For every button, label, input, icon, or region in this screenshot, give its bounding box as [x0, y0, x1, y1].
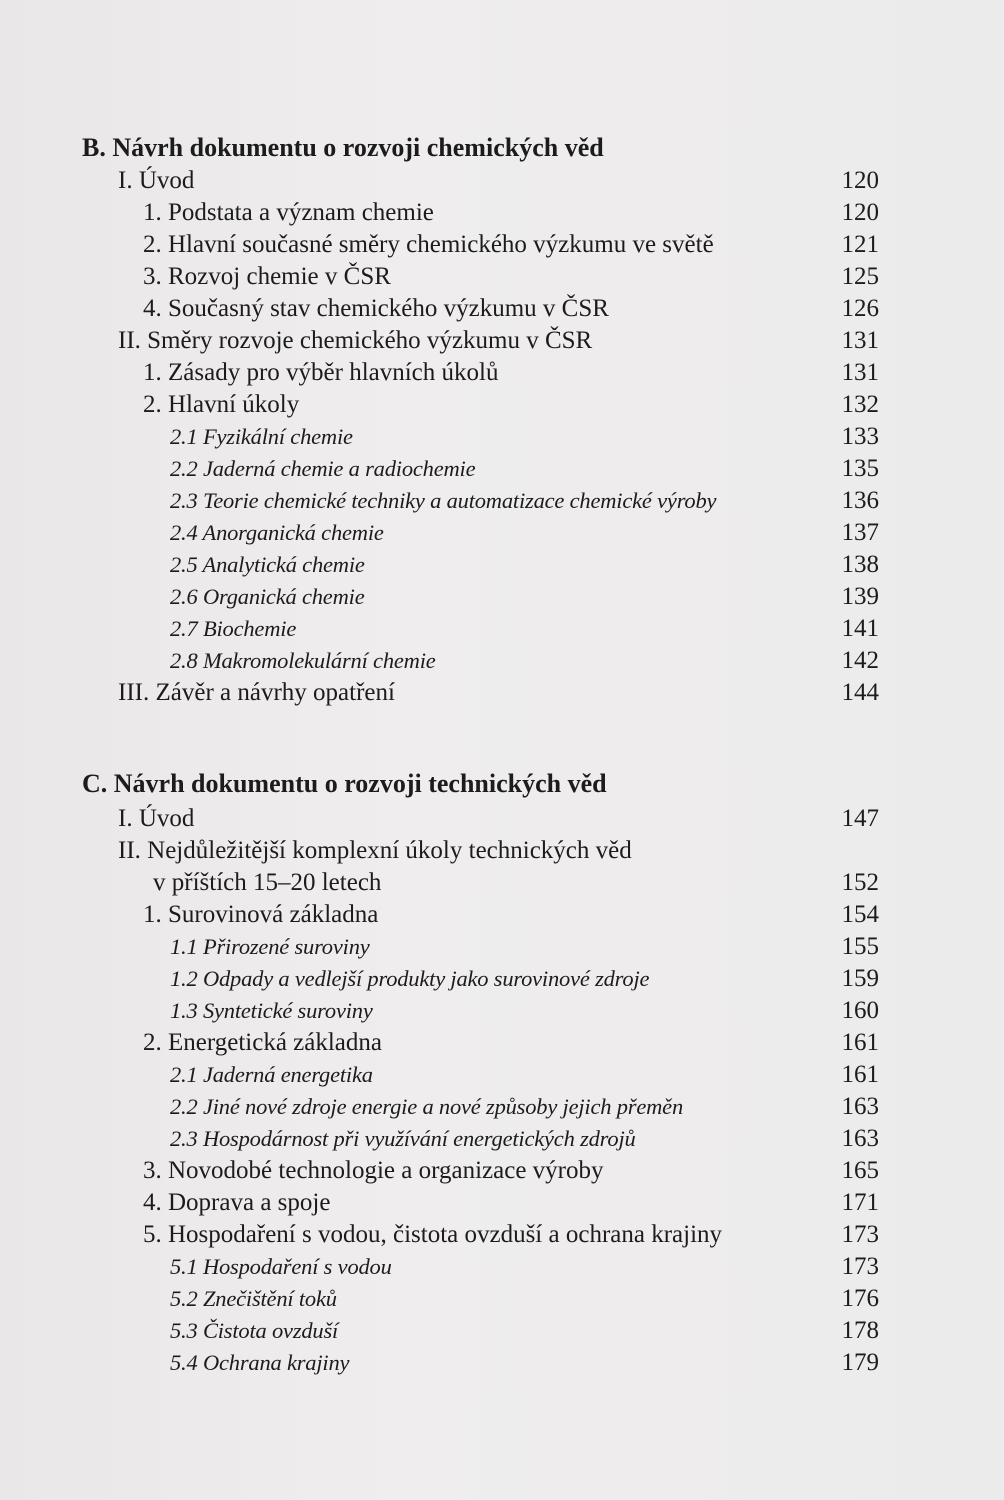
entry-page-number: 137 [841, 519, 879, 546]
section-heading-b: B. Návrh dokumentu o rozvoji chemických věd [82, 133, 604, 162]
entry-title: 2.5 Analytická chemie [170, 552, 365, 577]
entry-page-number: 173 [841, 1253, 879, 1280]
entry-page-number: 154 [841, 901, 879, 928]
toc-entry [0, 517, 1004, 549]
toc-entry [0, 803, 1004, 835]
entry-page-number: 159 [841, 965, 879, 992]
entry-page-number: 178 [841, 1317, 879, 1344]
entry-page-number: 121 [841, 231, 879, 258]
entry-page-number: 141 [841, 615, 879, 642]
entry-title: 1. Surovinová základna [143, 901, 379, 928]
toc-entry [0, 549, 1004, 581]
entry-title: 4. Současný stav chemického výzkumu v ČSR [143, 295, 609, 322]
entry-page-number: 126 [841, 295, 879, 322]
entry-title: 1. Podstata a význam chemie [143, 199, 434, 226]
entry-title: 5.1 Hospodaření s vodou [170, 1254, 392, 1279]
section-heading-c: C. Návrh dokumentu o rozvoji technických věd [82, 769, 607, 798]
toc-entry [0, 581, 1004, 613]
entry-title: 1.3 Syntetické suroviny [170, 998, 373, 1023]
entry-title: 2.1 Jaderná energetika [170, 1062, 373, 1087]
toc-entry [0, 421, 1004, 453]
entry-page-number: 165 [841, 1157, 879, 1184]
entry-title: 1.2 Odpady a vedlejší produkty jako surovinové zdroje [170, 966, 650, 991]
entry-page-number: 163 [841, 1125, 879, 1152]
toc-entry [0, 835, 1004, 867]
toc-entry [0, 485, 1004, 517]
entry-title: 2.3 Hospodárnost při využívání energetických zdrojů [170, 1126, 636, 1151]
entry-page-number: 173 [841, 1221, 879, 1248]
entry-title: 2.7 Biochemie [170, 616, 297, 641]
toc-entry [0, 645, 1004, 677]
entry-page-number: 161 [841, 1029, 879, 1056]
entry-title: v příštích 15–20 letech [153, 869, 382, 896]
toc-entry [0, 1059, 1004, 1091]
entry-title: 2.6 Organická chemie [170, 584, 365, 609]
entry-page-number: 131 [841, 359, 879, 386]
toc-entry-continuation [0, 867, 1004, 899]
entry-title: 3. Novodobé technologie a organizace výroby [143, 1157, 604, 1184]
entry-title: 5.2 Znečištění toků [170, 1286, 337, 1311]
entry-page-number: 120 [841, 167, 879, 194]
entry-page-number: 132 [841, 391, 879, 418]
entry-page-number: 160 [841, 997, 879, 1024]
toc-entry [0, 197, 1004, 229]
entry-page-number: 179 [841, 1349, 879, 1376]
entry-title: 2.4 Anorganická chemie [170, 520, 384, 545]
toc-entry [0, 357, 1004, 389]
entry-title: II. Směry rozvoje chemického výzkumu v ČSR [118, 327, 593, 354]
toc-entry [0, 963, 1004, 995]
entry-page-number: 131 [841, 327, 879, 354]
section-spacer [0, 709, 1004, 767]
entry-title: 5. Hospodaření s vodou, čistota ovzduší a ochrana krajiny [143, 1221, 723, 1248]
entry-title: 5.3 Čistota ovzduší [170, 1318, 339, 1343]
entry-title: III. Závěr a návrhy opatření [118, 679, 395, 706]
toc-entry [0, 931, 1004, 963]
entry-title: 2. Hlavní současné směry chemického výzkumu ve světě [143, 231, 714, 258]
entry-title: 1.1 Přirozené suroviny [170, 934, 370, 959]
entry-title: 2.2 Jiné nové zdroje energie a nové způsoby jejich přeměn [170, 1094, 684, 1119]
toc-entry [0, 1091, 1004, 1123]
toc-entry [0, 899, 1004, 931]
entry-title: 4. Doprava a spoje [143, 1189, 331, 1216]
entry-title: 2.3 Teorie chemické techniky a automatizace chemické výroby [170, 488, 717, 513]
toc-entry [0, 1027, 1004, 1059]
toc-entry [0, 165, 1004, 197]
toc-entry [0, 1187, 1004, 1219]
entry-page-number: 147 [841, 805, 879, 832]
entry-page-number: 142 [841, 647, 879, 674]
entry-title: I. Úvod [118, 167, 195, 194]
toc-entry [0, 1347, 1004, 1379]
entry-page-number: 152 [841, 869, 879, 896]
toc-entry [0, 293, 1004, 325]
entry-page-number: 144 [841, 679, 879, 706]
entry-page-number: 138 [841, 551, 879, 578]
entry-title: 2. Hlavní úkoly [143, 391, 300, 418]
table-of-contents [0, 131, 1004, 1379]
entry-title: 2.8 Makromolekulární chemie [170, 648, 436, 673]
toc-entry [0, 1283, 1004, 1315]
toc-entry [0, 1123, 1004, 1155]
entry-title: 2. Energetická základna [143, 1029, 383, 1056]
entry-title: 2.2 Jaderná chemie a radiochemie [170, 456, 476, 481]
entry-page-number: 135 [841, 455, 879, 482]
entry-title: I. Úvod [118, 805, 195, 832]
entry-page-number: 155 [841, 933, 879, 960]
entry-page-number: 136 [841, 487, 879, 514]
entry-title: 3. Rozvoj chemie v ČSR [143, 263, 391, 290]
entry-title: II. Nejdůležitější komplexní úkoly technických věd [118, 837, 632, 864]
entry-page-number: 133 [841, 423, 879, 450]
entry-page-number: 125 [841, 263, 879, 290]
entry-title: 2.1 Fyzikální chemie [170, 424, 353, 449]
toc-entry [0, 229, 1004, 261]
toc-entry [0, 1315, 1004, 1347]
entry-title: 1. Zásady pro výběr hlavních úkolů [143, 359, 499, 386]
entry-page-number: 139 [841, 583, 879, 610]
toc-entry [0, 1219, 1004, 1251]
entry-page-number: 161 [841, 1061, 879, 1088]
toc-entry [0, 613, 1004, 645]
toc-entry [0, 1155, 1004, 1187]
toc-entry [0, 389, 1004, 421]
toc-entry [0, 453, 1004, 485]
entry-page-number: 163 [841, 1093, 879, 1120]
toc-entry [0, 995, 1004, 1027]
toc-entry [0, 677, 1004, 709]
toc-entry [0, 325, 1004, 357]
entry-page-number: 176 [841, 1285, 879, 1312]
entry-page-number: 171 [841, 1189, 879, 1216]
entry-page-number: 120 [841, 199, 879, 226]
toc-entry [0, 261, 1004, 293]
entry-title: 5.4 Ochrana krajiny [170, 1350, 350, 1375]
toc-entry [0, 1251, 1004, 1283]
